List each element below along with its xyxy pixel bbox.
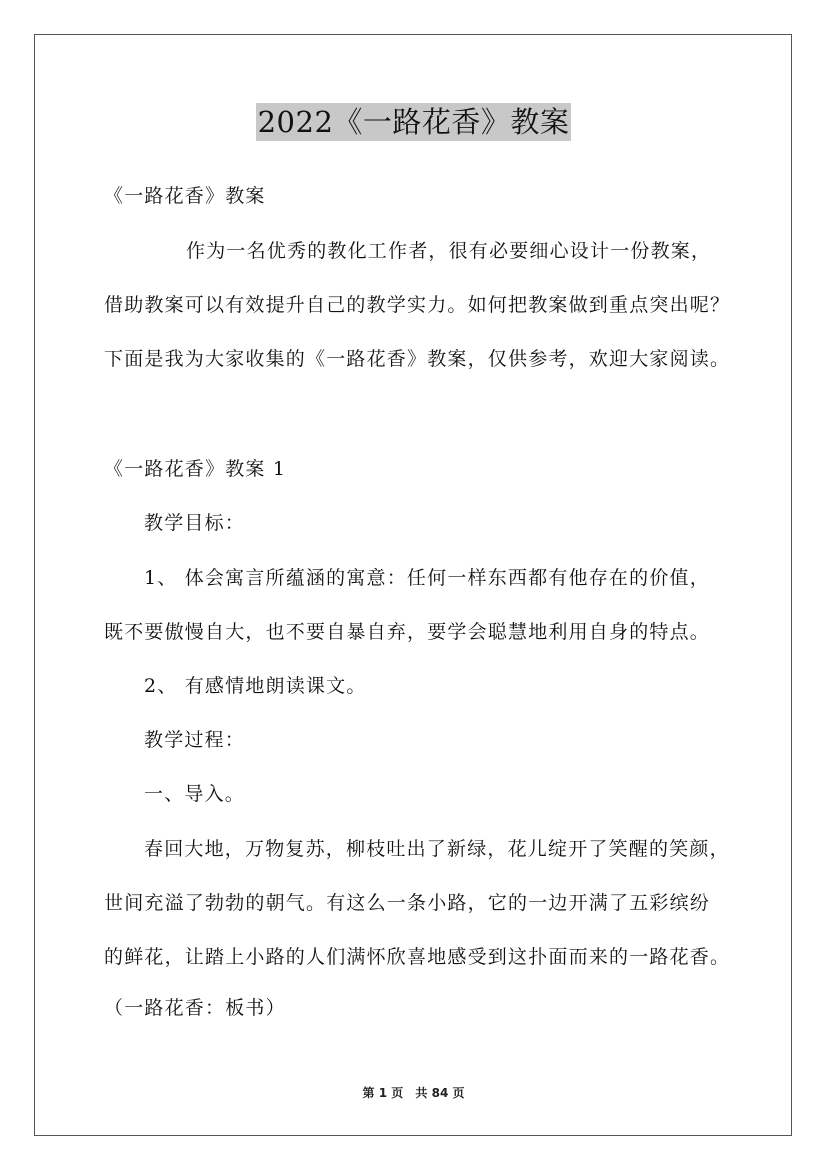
goal-2: 2、 有感情地朗读课文。	[144, 675, 367, 697]
process-label: 教学过程：	[144, 729, 246, 751]
page-footer	[0, 1084, 827, 1101]
intro-line-3: 下面是我为大家收集的《一路花香》教案，仅供参考，欢迎大家阅读。	[104, 348, 731, 370]
document-title	[0, 100, 827, 141]
title-text: 2022《一路花香》教案	[257, 105, 570, 139]
body-line-4: （一路花香：板书）	[104, 997, 286, 1019]
goal-1-line-1: 1、 体会寓言所蕴涵的寓意：任何一样东西都有他存在的价值，	[144, 567, 710, 589]
body-line-3: 的鲜花，让踏上小路的人们满怀欣喜地感受到这扑面而来的一路花香。	[104, 946, 731, 968]
body-line-2: 世间充溢了勃勃的朝气。有这么一条小路，它的一边开满了五彩缤纷	[104, 892, 711, 914]
page-number: 第 1 页	[362, 1086, 404, 1100]
goals-label: 教学目标：	[144, 512, 246, 534]
page-total: 共 84 页	[415, 1086, 465, 1100]
goal-1-line-2: 既不要傲慢自大，也不要自暴自弃，要学会聪慧地利用自身的特点。	[104, 621, 711, 643]
section-heading: 《一路花香》教案 1	[104, 458, 287, 480]
intro-line-1: 作为一名优秀的教化工作者，很有必要细心设计一份教案，	[186, 240, 712, 262]
body-line-1: 春回大地，万物复苏，柳枝吐出了新绿，花儿绽开了笑醒的笑颜，	[144, 838, 730, 860]
subtitle: 《一路花香》教案	[104, 185, 266, 207]
intro-line-2: 借助教案可以有效提升自己的教学实力。如何把教案做到重点突出呢？	[104, 294, 731, 316]
step-1-heading: 一、导入。	[144, 783, 246, 805]
